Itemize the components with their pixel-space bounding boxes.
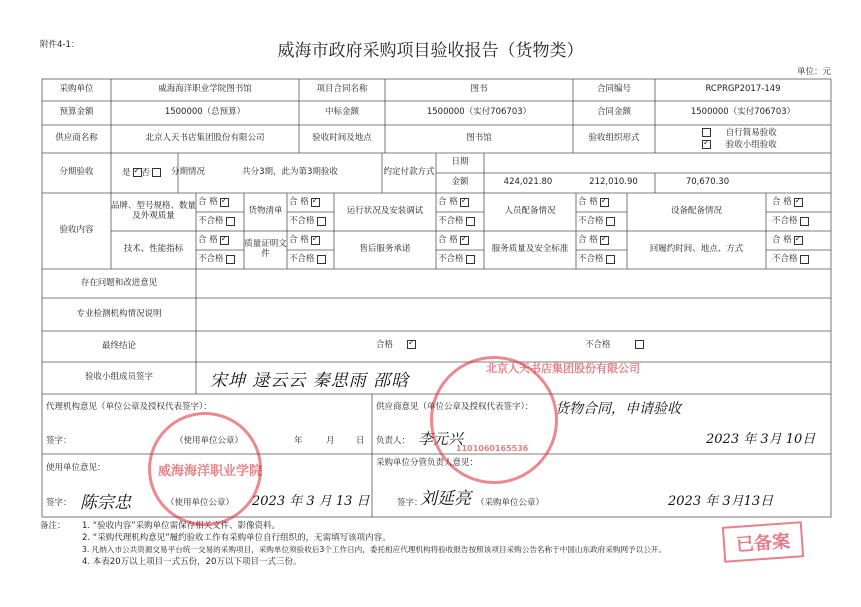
fail-cell[interactable]: 不合格: [198, 212, 244, 231]
user-date: 2023 年 3 月 13 日: [252, 494, 370, 509]
budget-label: 预算金额: [59, 107, 94, 118]
org-form-option-self[interactable]: 自行简易验收: [700, 128, 777, 138]
item-operation: 运行状况及安装调试: [346, 206, 424, 217]
supplier-seal-text: 北京人天书店集团股份有限公司: [486, 362, 640, 375]
checkbox-self[interactable]: [702, 128, 711, 137]
item-service-quality: 服务质量及安全标准: [491, 244, 569, 255]
fail-cell[interactable]: 不合格: [578, 250, 627, 269]
user-sign-label: 签字：: [46, 498, 72, 508]
item-equipment: 设备配备情况: [670, 206, 722, 217]
checkbox-group[interactable]: [702, 140, 711, 149]
buyer-leader-date: 2023 年 3月13日: [668, 494, 774, 509]
checkbox-pass[interactable]: [220, 198, 229, 207]
contract-no-value: RCPRGP2017-149: [705, 84, 781, 95]
supplier-opinion-handwritten: 货物合同，申请验收: [555, 401, 681, 417]
checkbox-fail[interactable]: [226, 217, 235, 226]
checkbox-pass[interactable]: [311, 198, 320, 207]
item-brand-spec: 品牌、型号规格、数量及外观质量: [111, 201, 197, 221]
bid-value: 1500000（实付706703）: [426, 107, 532, 118]
checkbox-no[interactable]: [152, 168, 161, 177]
notes-label: 备注：: [40, 521, 66, 531]
supplier-opinion-label: 供应商意见（单位公章及授权代表签字）：: [376, 402, 534, 412]
fail-cell[interactable]: 不合格: [289, 212, 334, 231]
buyer-leader-sign: 刘延亮: [420, 489, 471, 509]
contract-name-value: 图书: [470, 84, 488, 95]
checkbox-fail[interactable]: [800, 255, 809, 264]
signers-names: 宋坤 逯云云 秦思雨 邵晗: [210, 371, 410, 391]
fail-cell[interactable]: 不合格: [578, 212, 627, 231]
user-seal-label: （使用单位公章）: [166, 498, 235, 508]
item-staffing: 人员配备情况: [504, 206, 556, 217]
installment-situation-label: 分期情况: [171, 167, 206, 178]
buyer-value: 威海海洋职业学院图书馆: [158, 84, 252, 95]
checkbox-pass[interactable]: [460, 236, 469, 245]
checkbox-fail[interactable]: [606, 255, 615, 264]
installment-label: 分期验收: [59, 167, 94, 178]
buyer-leader-seal-label: （采购单位公章）: [476, 498, 545, 508]
buyer-leader-sign-label: 签字：: [397, 498, 423, 508]
checkbox-fail[interactable]: [317, 255, 326, 264]
agency-opinion-label: 代理机构意见（单位公章及授权代表签字）：: [46, 402, 212, 412]
fail-cell[interactable]: 不合格: [438, 250, 484, 269]
inspection-label: 专业检测机构情况说明: [76, 308, 162, 319]
agency-seal-label: （使用单位公章）: [175, 436, 244, 446]
supplier-label: 供应商名称: [55, 133, 98, 144]
checkbox-conclusion-pass[interactable]: [407, 340, 416, 349]
checkbox-pass[interactable]: [220, 236, 229, 245]
checkbox-fail[interactable]: [606, 217, 615, 226]
contract-no-label: 合同编号: [596, 84, 631, 95]
item-performance-time: 回履约时间、地点、方式: [649, 244, 744, 255]
pass-cell[interactable]: 合 格 ✓: [289, 231, 334, 250]
conclusion-label: 最终结论: [101, 340, 136, 351]
buyer-leader-label: 采购单位分管负责人意见：: [376, 458, 479, 468]
user-opinion-label: 使用单位意见：: [46, 463, 106, 473]
fail-cell[interactable]: 不合格: [772, 250, 831, 269]
pass-cell[interactable]: 合 格 ✓: [198, 231, 244, 250]
fail-cell[interactable]: 不合格: [198, 250, 244, 269]
amount-1: 424,021.80: [503, 177, 553, 188]
item-goods-list: 货物清单: [248, 206, 283, 217]
checkbox-fail[interactable]: [226, 255, 235, 264]
note-line-3: 3. 凡纳入市公共资源交易平台统一交易的采购项目，采购单位须验收后3个工作日内，委托相应代理机构将验收报告按照该项目采购公告名称于中国山东政府采购网予以公开。: [82, 545, 667, 554]
time-place-value: 图书馆: [466, 133, 492, 144]
note-line-1: 1. “验收内容”采购单位需保存相关文件、影像资料。: [82, 521, 281, 531]
pass-cell[interactable]: 合 格 ✓: [198, 193, 244, 212]
date-label: 日期: [451, 157, 469, 168]
fail-cell[interactable]: 不合格: [289, 250, 334, 269]
checkbox-conclusion-fail[interactable]: [635, 340, 644, 349]
checkbox-fail[interactable]: [800, 217, 809, 226]
amount-label: 金额: [451, 177, 469, 188]
supplier-date: 2023 年 3月 10日: [706, 432, 816, 447]
pass-cell[interactable]: 合 格 ✓: [772, 231, 831, 250]
agreed-payment-label: 约定付款方式: [383, 167, 435, 178]
agency-year: 年: [294, 436, 303, 446]
contract-amount-label: 合同金额: [596, 107, 631, 118]
item-tech-perf: 技术、性能指标: [123, 244, 184, 255]
buyer-label: 采购单位: [59, 84, 94, 95]
checkbox-pass[interactable]: [600, 198, 609, 207]
pass-cell[interactable]: 合 格 ✓: [438, 231, 484, 250]
agency-sign-label: 签字：: [46, 436, 72, 446]
checkbox-pass[interactable]: [794, 198, 803, 207]
fail-cell[interactable]: 不合格: [438, 212, 484, 231]
conclusion-fail[interactable]: 不合格: [585, 340, 644, 350]
installment-yes-no[interactable]: 是✓ 否: [122, 168, 161, 178]
supplier-value: 北京人天书店集团股份有限公司: [145, 133, 265, 144]
school-seal-text: 威海海洋职业学院: [158, 464, 263, 479]
checkbox-fail[interactable]: [317, 217, 326, 226]
signers-label: 验收小组成员签字: [84, 372, 153, 383]
pass-cell[interactable]: 合 格 ✓: [578, 231, 627, 250]
supplier-person-label: 负责人：: [376, 436, 411, 446]
org-form-option-group[interactable]: ✓ 验收小组验收: [700, 140, 777, 150]
installment-situation-value: 共分3期，此为第3期验收: [242, 167, 338, 178]
filed-stamp: 已备案: [722, 521, 804, 562]
bid-label: 中标金额: [324, 107, 359, 118]
checkbox-pass[interactable]: [311, 236, 320, 245]
unit-label: 单位：元: [797, 67, 832, 77]
pass-cell[interactable]: 合 格 ✓: [772, 193, 831, 212]
agency-day: 日: [356, 436, 365, 446]
issues-label: 存在问题和改进意见: [80, 277, 158, 288]
content-label: 验收内容: [59, 225, 94, 236]
checkbox-pass[interactable]: [600, 236, 609, 245]
org-form-label: 验收组织形式: [588, 133, 640, 144]
supplier-seal-number: 1101060165536: [456, 444, 529, 453]
time-place-label: 验收时间及地点: [312, 133, 372, 144]
pass-cell[interactable]: 合 格 ✓: [289, 193, 334, 212]
attachment-label: 附件4-1：: [40, 40, 80, 50]
checkbox-yes[interactable]: [133, 168, 142, 177]
fail-cell[interactable]: 不合格: [772, 212, 831, 231]
pass-cell[interactable]: 合 格 ✓: [438, 193, 484, 212]
budget-value: 1500000（总预算）: [164, 107, 246, 118]
item-quality-docs: 质量证明文件: [244, 239, 287, 259]
page-title: 威海市政府采购项目验收报告（货物类）: [277, 41, 584, 61]
contract-amount-value: 1500000（实付706703）: [690, 107, 796, 118]
checkbox-fail[interactable]: [466, 255, 475, 264]
amount-3: 70,670.30: [685, 177, 730, 188]
checkbox-pass[interactable]: [794, 236, 803, 245]
amount-2: 212,010.90: [589, 177, 638, 188]
checkbox-pass[interactable]: [460, 198, 469, 207]
contract-name-label: 项目合同名称: [316, 84, 368, 95]
checkbox-fail[interactable]: [466, 217, 475, 226]
conclusion-pass[interactable]: 合格✓: [376, 340, 416, 350]
user-sign: 陈宗忠: [80, 493, 131, 513]
agency-month: 月: [326, 436, 335, 446]
note-line-2: 2. “采购代理机构意见”履约验收工作有采购单位自行组织的，无需填写该项内容。: [82, 533, 391, 543]
note-line-4: 4. 本表20万以上项目一式五份，20万以下项目一式三份。: [82, 557, 302, 567]
item-after-sales: 售后服务承诺: [359, 244, 411, 255]
pass-cell[interactable]: 合 格 ✓: [578, 193, 627, 212]
supplier-person-sign: 李元兴: [418, 430, 464, 448]
